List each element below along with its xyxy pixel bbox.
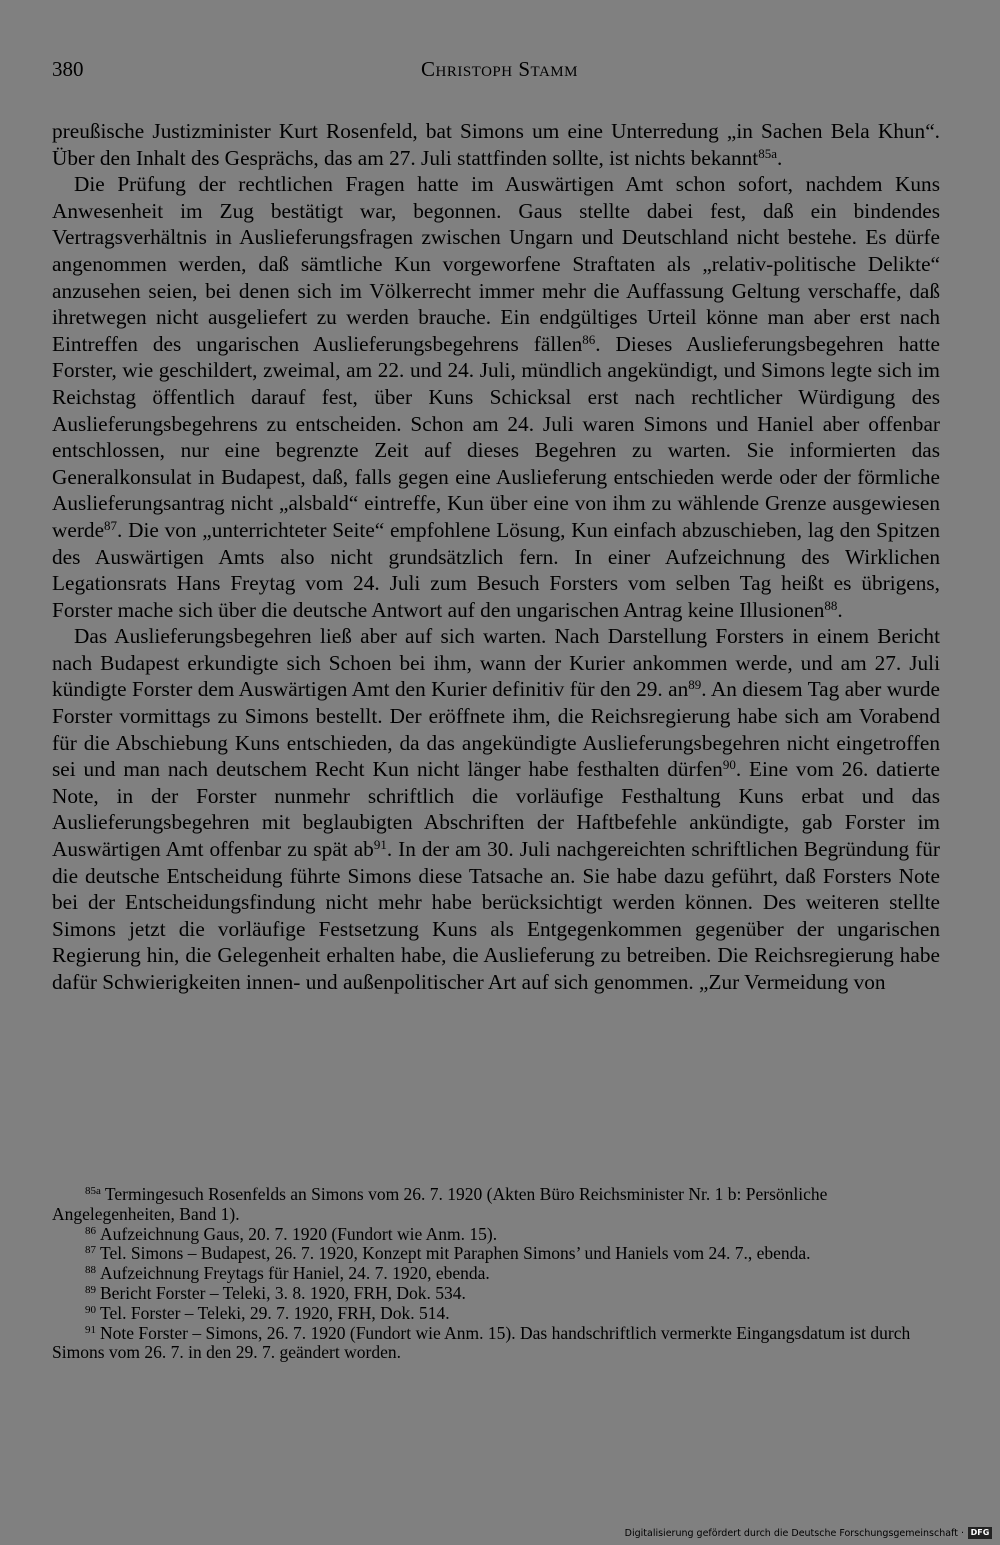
footnote-mark: 88 [85, 1264, 96, 1277]
footnote-ref: 91 [373, 837, 387, 853]
footnote: $^{85a}$ Termingesuch Rosenfelds an Simons vom 26. 7. 1920 (Akten Büro Reichsminister Nr. 1 b: Persönliche Angelegenheiten, Band 1). [52, 1184, 828, 1224]
paragraph: Das Auslieferungsbegehren ließ aber auf sich warten. Nach Darstellung Forsters in einem Bericht nach Budapest erkundigte sich Schoen bei ihm, wann der Kurier ankommen werde, und am 27. Juli kündigte Forster dem Auswärtigen Amt den Kurier definitiv für den 29. $an^{89}$. An diesem Tag aber wurde Forster vormittags zu Simons bestellt. Der eröffnete ihm, die Reichsregierung habe sich am Vorabend für die Abschiebung Kuns entschieden, da das angekündigte Auslieferungsbegehren nicht eingetroffen sei und man nach deutschem Recht Kun nicht länger habe festhalten dürfen$^{90}$. Eine vom 26. datierte Note, in der Forster nunmehr schriftlich die vorläufige Festhaltung Kuns erbat und das Auslieferungsbegehren mit beglaubigten Abschriften der Haftbefehle ankündigte, gab Forster im Auswärtigen Amt offenbar zu spät $ab^{91}$. In der am 30. Juli nachgereichten schriftlichen Begründung für die deutsche Entscheidung führte Simons diese Tatsache an. Sie habe dazu geführt, daß Forsters Note bei der Entscheidungsfindung nicht mehr habe berücksichtigt werden können. Des weiteren stellte Simons jetzt die vorläufige Festsetzung Kuns als Entgegenkommen gegenüber der ungarischen Regierung hin, die Gelegenheit erhalten habe, die Auslieferung zu betreiben. Die Reichsregierung habe dafür Schwierigkeiten innen- und außenpolitischer Art auf sich genommen. „Zur Vermeidung von [52, 624, 941, 994]
footnote: $^{88}$ Aufzeichnung Freytags für Haniel, 24. 7. 1920, ebenda. [85, 1263, 490, 1284]
footnote: $^{89}$ Bericht Forster – Teleki, 3. 8. 1920, FRH, Dok. 534. [85, 1282, 466, 1303]
page-header [52, 57, 947, 89]
running-head: Christoph Stamm [421, 57, 578, 81]
footnote-mark: 85a [85, 1185, 101, 1197]
footnote-ref: 90 [722, 757, 736, 773]
footnote-ref: 85a [758, 145, 777, 161]
footnote: $^{91}$ Note Forster – Simons, 26. 7. 1920 (Fundort wie Anm. 15). Das handschriftlich vermerkte Eingangsdatum ist durch Simons vom 26. 7. in den 29. 7. geändert worden. [52, 1322, 911, 1363]
footnote: $^{86}$ Aufzeichnung Gaus, 20. 7. 1920 (Fundort wie Anm. 15). [85, 1223, 498, 1244]
footnote-mark: 87 [85, 1244, 96, 1257]
paragraph: preußische Justizminister Kurt Rosenfeld, bat Simons um eine Unterredung „in Sachen Bela Khun“. Über den Inhalt des Gesprächs, das am 27. Juli stattfinden sollte, ist nichts bekannt$^{85a}$. [52, 119, 940, 170]
footnote-ref: 86 [582, 331, 596, 347]
footnotes [52, 1185, 950, 1363]
footnote-mark: 89 [85, 1283, 96, 1296]
paragraph: Die Prüfung der rechtlichen Fragen hatte im Auswärtigen Amt schon sofort, nachdem Kuns Anwesenheit im Zug bestätigt war, begonnen. Gaus stellte dabei fest, daß ein bindendes Vertragsverhältnis in Auslieferungsfragen zwischen Ungarn und Deutschland nicht bestehe. Es dürfe angenommen werden, daß sämtliche Kun vorgeworfene Straftaten als „relativ-politische Delikte“ anzusehen seien, bei denen sich im Völkerrecht immer mehr die Auffassung Geltung verschaffe, daß ihretwegen nicht ausgeliefert zu werden brauche. Ein endgültiges Urteil könne man aber erst nach Eintreffen des ungarischen Auslieferungsbegehrens fällen$^{86}$. Dieses Auslieferungsbegehren hatte Forster, wie geschildert, zweimal, am 22. und 24. Juli, mündlich angekündigt, und Simons legte sich im Reichstag öffentlich darauf fest, über Kuns Schicksal erst nach rechtlicher Würdigung des Auslieferungsbegehrens zu entscheiden. Schon am 24. Juli waren Simons und Haniel aber offenbar entschlossen, nur eine begrenzte Zeit auf dieses Begehren zu warten. Sie informierten das Generalkonsulat in Budapest, daß, falls gegen eine Auslieferung entschieden werde oder der förmliche Auslieferungsantrag nicht „alsbald“ eintreffe, Kun über eine von ihm zu wählende Grenze ausgewiesen werde$^{87}$. Die von „unterrichteter Seite“ empfohlene Lösung, Kun einfach abzuschieben, lag den Spitzen des Auswärtigen Amts also nicht grundsätzlich fern. In einer Aufzeichnung des Wirklichen Legationsrats Hans Freytag vom 24. Juli zum Besuch Forsters vom selben Tag heißt es übrigens, Forster mache sich über die deutsche Antwort auf den ungarischen Antrag keine Illusionen$^{88}$. [52, 172, 940, 622]
page-number: 380 [52, 57, 84, 81]
footnote-mark: 90 [85, 1303, 96, 1316]
footnote-mark: 91 [85, 1323, 96, 1336]
footnote: $^{87}$ Tel. Simons – Budapest, 26. 7. 1920, Konzept mit Paraphen Simons’ und Haniels vom 24. 7., ebenda. [85, 1243, 811, 1264]
footnote-ref: 88 [824, 597, 838, 613]
dfg-logo: DFG [968, 1527, 992, 1539]
footnote-ref: 89 [688, 677, 702, 693]
footnote: $^{90}$ Tel. Forster – Teleki, 29. 7. 1920, FRH, Dok. 514. [85, 1302, 450, 1323]
body-text [52, 118, 940, 996]
digitization-credit: Digitalisierung gefördert durch die Deutsche Forschungsgemeinschaft · [624, 1528, 964, 1539]
footnote-mark: 86 [85, 1224, 96, 1237]
footnote-ref: 87 [104, 517, 118, 533]
